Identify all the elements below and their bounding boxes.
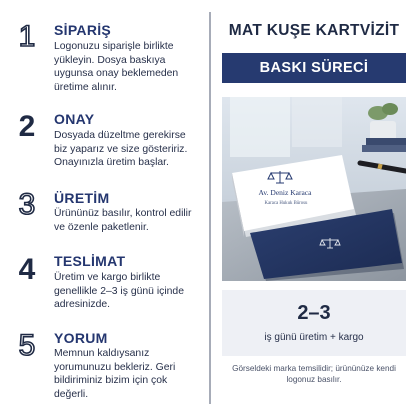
delivery-days-label: iş günü üretim + kargo (264, 332, 364, 343)
step-number: 4 (18, 253, 36, 286)
step-title: ÜRETİM (54, 190, 110, 206)
step-description: Ürününüz basılır, kontrol edilir ve özenle paketlenir. (54, 208, 192, 233)
step-title: YORUM (54, 330, 108, 346)
product-photo (222, 97, 406, 281)
step-number: 2 (18, 110, 36, 143)
step-number: 3 (18, 188, 36, 221)
card-name: Av. Deniz Karaca (258, 188, 312, 197)
product-panel (212, 0, 416, 416)
brand-disclaimer: Görseldeki marka temsilidir; ürününüze kendi logonuz basılır. (232, 364, 396, 384)
delivery-time-box (222, 290, 406, 356)
step-description: Logonuzu siparişle birlikte yükleyin. Dosya baskıya uygunsa onay beklemeden üretime alınır. (54, 41, 179, 93)
process-banner: BASKI SÜRECİ (222, 53, 406, 83)
card-subtitle: Karaca Hukuk Bürosu (264, 201, 308, 206)
product-title: MAT KUŞE KARTVİZİT (228, 22, 400, 39)
step-description: Üretim ve kargo birlikte genellikle 2–3 iş günü içinde adresinizde. (54, 272, 184, 311)
step-number: 5 (18, 329, 36, 362)
column-divider (209, 12, 211, 404)
step-title: ONAY (54, 111, 95, 127)
step-number: 1 (18, 20, 36, 53)
step-description: Dosyada düzeltme gerekirse biz yaparız ve size gösteririz. Onayınızla üretim başlar. (54, 130, 188, 169)
step-description: Memnun kaldıysanız yorumunuzu bekleriz. Geri bildiriminiz bizim için çok değerli. (54, 348, 176, 400)
step-title: SİPARİŞ (54, 22, 112, 38)
delivery-days: 2–3 (297, 302, 331, 324)
step-title: TESLİMAT (54, 253, 126, 269)
